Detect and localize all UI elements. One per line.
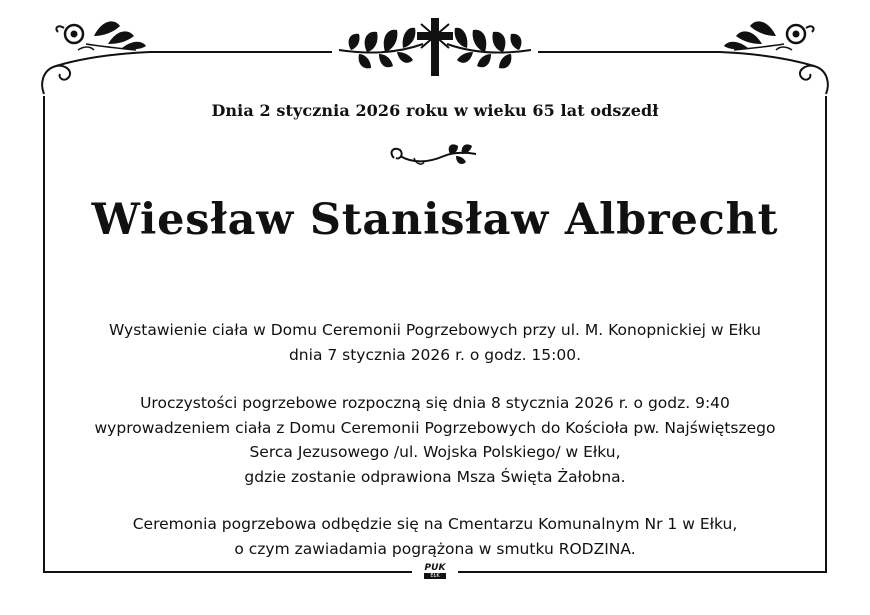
viewing-paragraph [40, 318, 830, 367]
funeral-paragraph [40, 391, 830, 489]
paragraph-line: wyprowadzeniem ciała z Domu Ceremonii Pogrzebowych do Kościoła pw. Najświętszego [94, 418, 776, 437]
paragraph-line: Uroczystości pogrzebowe rozpoczną się dnia 8 stycznia 2026 r. o godz. 9:40 [140, 394, 730, 412]
ceremony-paragraph [40, 512, 830, 561]
cross-with-laurels [335, 14, 535, 80]
deceased-name: Wiesław Stanisław Albrecht [91, 195, 779, 245]
corner-scroll-icon [36, 14, 156, 100]
logo-sub-text: EŁK [424, 573, 446, 579]
logo-main-text: PUK [424, 563, 446, 573]
paragraph-line: gdzie zostanie odprawiona Msza Święta Żałobna. [244, 467, 626, 486]
paragraph-line: Ceremonia pogrzebowa odbędzie się na Cmentarzu Komunalnym Nr 1 w Ełku, [132, 515, 738, 533]
paragraph-line: Wystawienie ciała w Domu Ceremonii Pogrzebowych przy ul. M. Konopnickiej w Ełku [108, 321, 761, 339]
intro-text: Dnia 2 stycznia 2026 roku w wieku 65 lat odszedł [211, 101, 659, 120]
paragraph-line: o czym zawiadamia pogrążona w smutku RODZINA. [234, 539, 636, 558]
corner-scroll-icon [714, 14, 834, 100]
paragraph-line: dnia 7 stycznia 2026 r. o godz. 15:00. [288, 345, 582, 364]
laurel-branch-icon [447, 28, 531, 69]
company-logo [418, 563, 452, 583]
flourish-icon [384, 142, 484, 172]
cross-icon [417, 18, 453, 76]
laurel-branch-icon [339, 28, 423, 69]
paragraph-line: Serca Jezusowego /ul. Wojska Polskiego/ w Ełku, [249, 443, 621, 461]
